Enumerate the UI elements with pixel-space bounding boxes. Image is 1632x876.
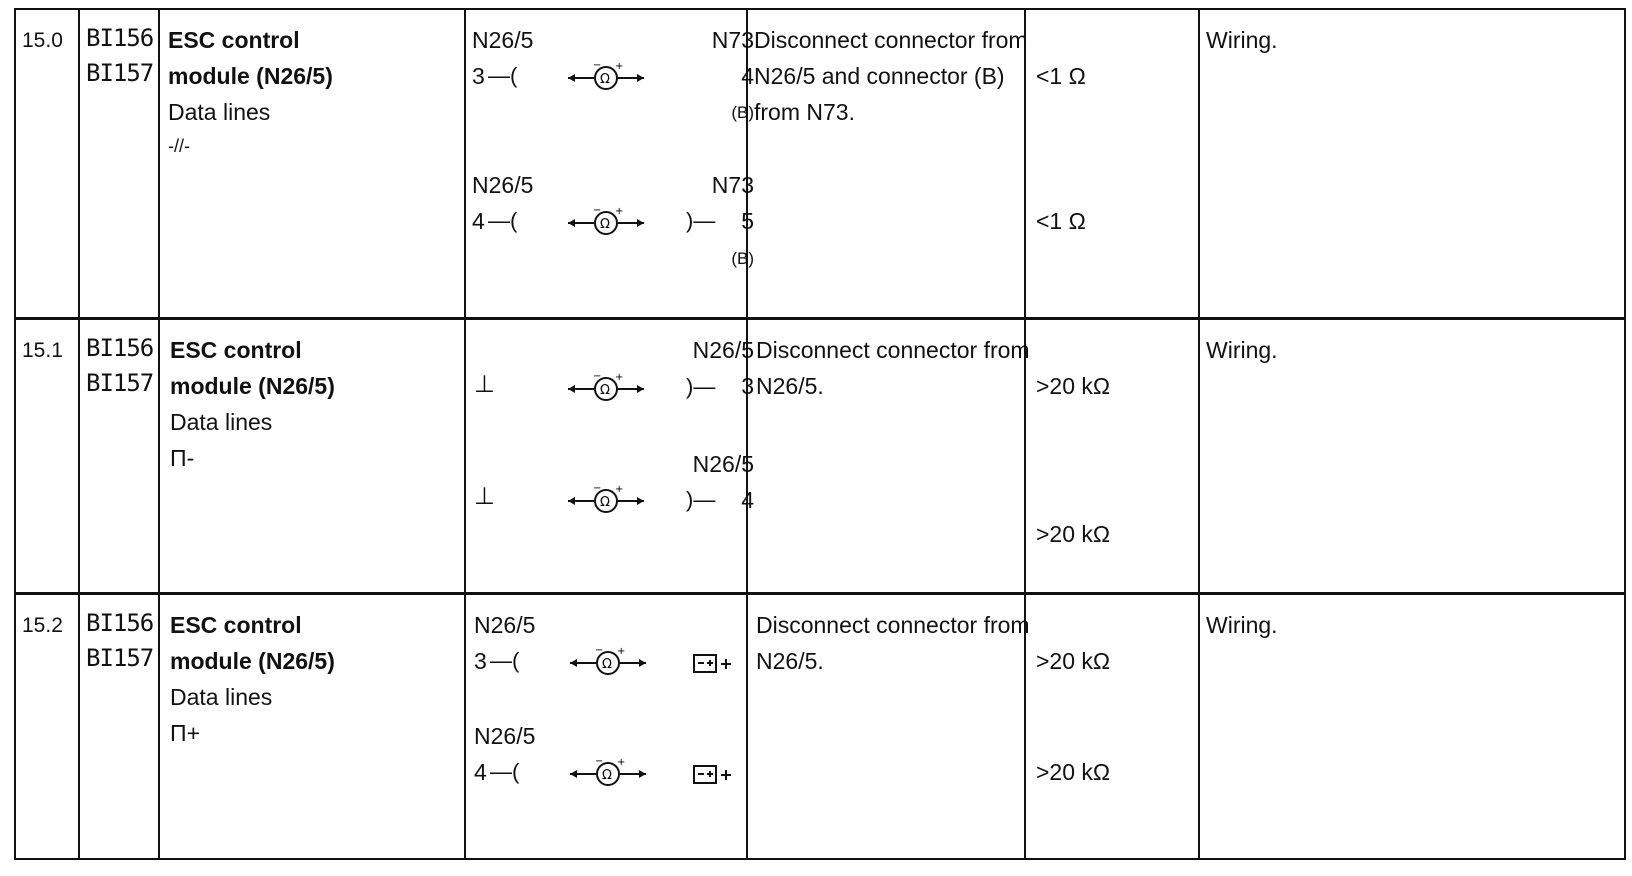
plug-icon: )— <box>686 208 716 233</box>
connector-note: (B) <box>731 103 754 122</box>
component-subtitle: Data lines <box>170 409 273 435</box>
svg-text:Ω: Ω <box>602 657 612 672</box>
svg-text:Ω: Ω <box>600 72 610 87</box>
test-condition-line: Disconnect connector from <box>754 27 1028 53</box>
nominal-value: <1 Ω <box>1036 63 1086 89</box>
nominal-value: >20 kΩ <box>1036 373 1111 399</box>
table-row <box>16 593 1624 860</box>
left-connector-label: N26/5 <box>474 612 536 638</box>
svg-text:+: + <box>617 647 626 657</box>
right-pin: 5 <box>741 208 754 234</box>
ohmmeter-icon <box>566 62 646 92</box>
remedy: Wiring. <box>1206 612 1278 638</box>
ground-icon: ⊥ <box>474 371 495 398</box>
component-subtitle: Data lines <box>170 684 273 710</box>
plug-icon: )— <box>686 374 716 399</box>
diagnostic-table <box>14 8 1626 860</box>
left-pin: 4 <box>472 208 485 234</box>
nominal-value: >20 kΩ <box>1036 759 1111 785</box>
svg-text:+: + <box>615 207 624 217</box>
test-condition-line: Disconnect connector from <box>756 612 1030 638</box>
fault-code: BI157 <box>86 59 154 87</box>
ohmmeter-icon <box>566 485 646 515</box>
test-condition-line: N26/5. <box>756 373 824 399</box>
svg-text:−: − <box>595 758 604 767</box>
svg-text:−: − <box>593 62 602 71</box>
right-connector-label: N73 <box>711 172 754 198</box>
remedy: Wiring. <box>1206 337 1278 363</box>
component-name: ESC control <box>170 612 302 638</box>
plug-icon: )— <box>686 487 716 512</box>
right-pin: 4 <box>741 63 754 89</box>
svg-text:+: + <box>617 758 626 768</box>
svg-text:Ω: Ω <box>600 383 610 398</box>
svg-text:+: + <box>615 62 624 72</box>
left-pin: 3 <box>474 648 487 674</box>
left-connector-label: N26/5 <box>474 723 536 749</box>
nominal-value: >20 kΩ <box>1036 521 1111 547</box>
nominal-value: >20 kΩ <box>1036 648 1111 674</box>
test-condition-line: Disconnect connector from <box>756 337 1030 363</box>
mode-symbol: Π+ <box>170 720 201 746</box>
test-condition-line: N26/5. <box>756 648 824 674</box>
left-pin: 4 <box>474 759 487 785</box>
test-condition-line: from N73. <box>754 99 855 125</box>
socket-icon: —( <box>488 63 518 88</box>
right-connector-label: N26/5 <box>692 451 754 477</box>
mode-symbol: -//- <box>168 136 190 156</box>
svg-text:Ω: Ω <box>600 217 610 232</box>
socket-icon: —( <box>490 759 520 784</box>
step-number: 15.0 <box>22 29 63 52</box>
svg-text:−: − <box>593 207 602 216</box>
left-connector-label: N26/5 <box>472 172 534 198</box>
connector-note: (B) <box>731 249 754 268</box>
fault-code: BI156 <box>86 609 154 637</box>
component-name: ESC control <box>168 27 300 53</box>
right-connector-label: N26/5 <box>692 337 754 363</box>
remedy: Wiring. <box>1206 27 1278 53</box>
fault-code: BI156 <box>86 24 154 52</box>
svg-text:−: − <box>593 373 602 382</box>
left-pin: 3 <box>472 63 485 89</box>
step-number: 15.1 <box>22 339 63 362</box>
right-pin: 4 <box>741 487 754 513</box>
component-subtitle: Data lines <box>168 99 271 125</box>
component-name: module (N26/5) <box>168 63 333 89</box>
ohmmeter-icon <box>568 647 648 677</box>
ohmmeter-icon <box>568 758 648 788</box>
right-pin: 3 <box>741 373 754 399</box>
socket-icon: —( <box>490 648 520 673</box>
test-condition-line: N26/5 and connector (B) <box>754 63 1005 89</box>
fault-code: BI156 <box>86 334 154 362</box>
ground-icon: ⊥ <box>474 483 495 510</box>
svg-text:−: − <box>595 647 604 656</box>
ohmmeter-icon <box>566 207 646 237</box>
right-connector-label: N73 <box>711 27 754 53</box>
component-name: module (N26/5) <box>170 648 335 674</box>
step-number: 15.2 <box>22 614 63 637</box>
socket-icon: —( <box>488 208 518 233</box>
battery-plus-icon <box>693 653 737 675</box>
svg-text:+: + <box>615 373 624 383</box>
svg-text:+: + <box>615 485 624 495</box>
left-connector-label: N26/5 <box>472 27 534 53</box>
fault-code: BI157 <box>86 644 154 672</box>
mode-symbol: Π- <box>170 445 195 471</box>
component-name: module (N26/5) <box>170 373 335 399</box>
component-name: ESC control <box>170 337 302 363</box>
table-row <box>16 10 1624 318</box>
svg-text:Ω: Ω <box>602 768 612 783</box>
svg-text:Ω: Ω <box>600 495 610 510</box>
svg-text:−: − <box>593 485 602 494</box>
fault-code: BI157 <box>86 369 154 397</box>
table-row <box>16 318 1624 593</box>
nominal-value: <1 Ω <box>1036 208 1086 234</box>
ohmmeter-icon <box>566 373 646 403</box>
battery-plus-icon <box>693 764 737 786</box>
